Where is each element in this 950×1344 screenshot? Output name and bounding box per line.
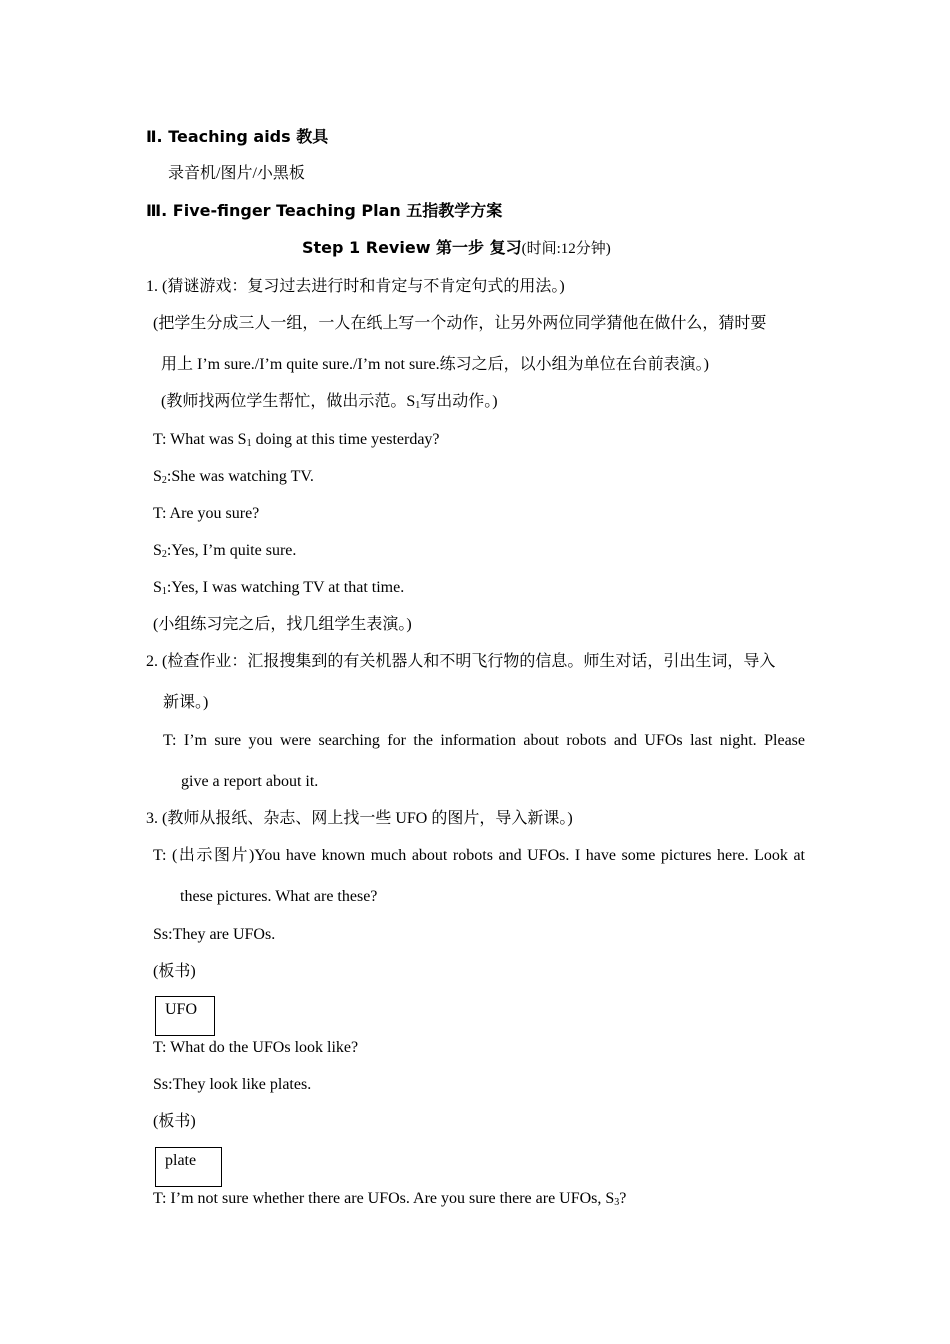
item2-title-line1: 2. (检查作业：汇报搜集到的有关机器人和不明飞行物的信息。师生对话，引出生词，导入 <box>146 653 776 670</box>
subscript: 1 <box>246 438 252 449</box>
item2-teacher-line1: T: I’m sure you were searching for the information about robots and UFOs last night. Please <box>163 732 805 749</box>
item3-title: 3. (教师从报纸、杂志、网上找一些 UFO 的图片，导入新课。) <box>146 810 573 827</box>
step1-time: (时间:12分钟) <box>521 241 611 257</box>
item1-group-note: (小组练习完之后，找几组学生表演。) <box>153 616 412 633</box>
board-label: (板书) <box>153 1113 196 1130</box>
speaker: S <box>153 468 162 485</box>
subscript: 1 <box>415 400 421 411</box>
item2-title-line2: 新课。) <box>163 694 209 711</box>
demo-note-text: (教师找两位学生帮忙，做出示范。S <box>161 393 416 410</box>
dialogue-text: T: What was S <box>153 431 247 448</box>
demo-note-text-end: 写出动作。) <box>420 393 498 410</box>
item2-teacher-line2: give a report about it. <box>181 773 319 790</box>
students-reply: Ss:They look like plates. <box>153 1076 312 1093</box>
dialogue-line <box>153 467 314 487</box>
dialogue-text: :Yes, I was watching TV at that time. <box>166 579 405 596</box>
board-word: plate <box>165 1152 197 1169</box>
plan-heading: Ⅲ. Five-finger Teaching Plan 五指教学方案 <box>146 201 503 220</box>
board-word-box <box>155 1147 222 1187</box>
subscript: 1 <box>161 586 167 597</box>
dialogue-text-end: doing at this time yesterday? <box>251 431 440 448</box>
dialogue-text: T: I’m not sure whether there are UFOs. Are you sure there are UFOs, S <box>153 1190 615 1207</box>
speaker: S <box>153 579 162 596</box>
board-word-box <box>155 996 215 1036</box>
item1-demo-note <box>161 392 498 412</box>
dialogue-text: :She was watching TV. <box>166 468 314 485</box>
subscript: 2 <box>161 549 167 560</box>
teacher-question: T: What do the UFOs look like? <box>153 1039 359 1056</box>
dialogue-line <box>153 430 440 450</box>
teacher-question <box>153 1189 626 1209</box>
teaching-aids-heading: Ⅱ. Teaching aids 教具 <box>146 127 329 146</box>
dialogue-text-end: ? <box>619 1190 627 1207</box>
subscript: 3 <box>614 1197 620 1208</box>
dialogue-line: T: Are you sure? <box>153 505 260 522</box>
item1-instruction-line2: 用上 I’m sure./I’m quite sure./I’m not sure.练习之后，以小组为单位在台前表演。) <box>161 356 709 373</box>
dialogue-line <box>153 541 296 561</box>
item3-teacher-line2: these pictures. What are these? <box>180 888 378 905</box>
board-word: UFO <box>165 1001 198 1018</box>
item1-title: 1. (猜谜游戏：复习过去进行时和肯定与不肯定句式的用法。) <box>146 278 565 295</box>
dialogue-line <box>153 578 404 598</box>
teaching-aids-list: 录音机/图片/小黑板 <box>168 165 305 182</box>
dialogue-text: :Yes, I’m quite sure. <box>166 542 297 559</box>
speaker: S <box>153 542 162 559</box>
students-reply: Ss:They are UFOs. <box>153 926 276 943</box>
step1-heading-line <box>302 238 611 259</box>
subscript: 2 <box>161 475 167 486</box>
item3-teacher-line1: T: (出示图片)You have known much about robots and UFOs. I have some pictures here. Look at <box>153 847 805 864</box>
item1-instruction-line1: (把学生分成三人一组，一人在纸上写一个动作，让另外两位同学猜他在做什么，猜时要 <box>153 315 767 332</box>
board-label: (板书) <box>153 963 196 980</box>
step1-heading: Step 1 Review 第一步 复习 <box>302 238 522 257</box>
